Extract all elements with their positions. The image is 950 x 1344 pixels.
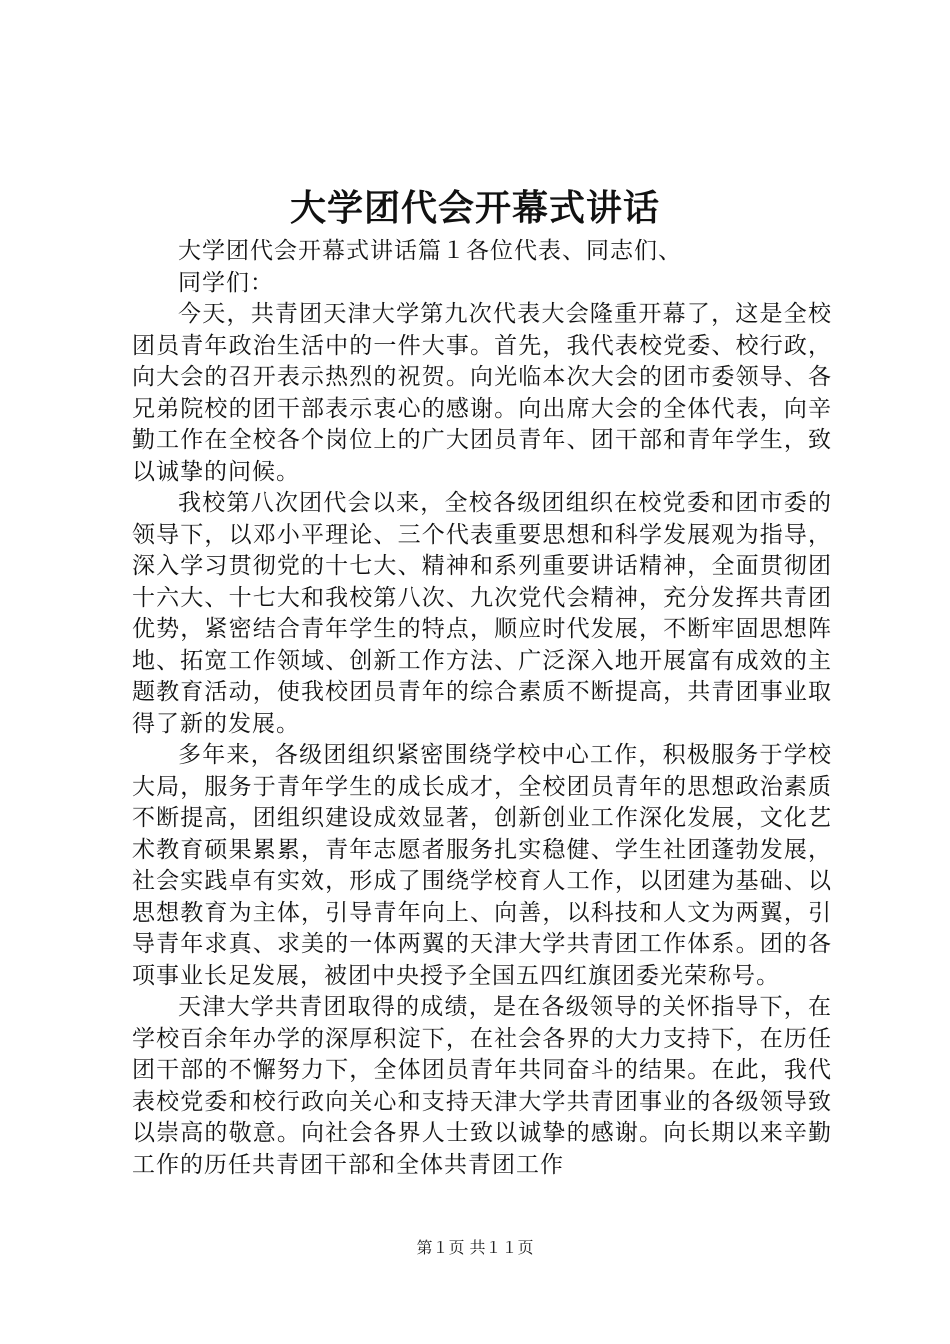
document-title: 大学团代会开幕式讲话 [289, 187, 660, 229]
document-body [132, 236, 832, 1181]
paragraph-intro-2: 同学们： [178, 269, 274, 296]
paragraph-achievements: 我校第八次团代会以来，全校各级团组织在校党委和团市委的领导下，以邓小平理论、三个代表重要思想和科学发展观为指导，深入学习贯彻党的十七大、精神和系列重要讲话精神，全面贯彻团十六大、十七大和我校第八次、九次党代会精神，充分发挥共青团优势，紧密结合青年学生的特点，顺应时代发展，不断牢固思想阵地、拓宽工作领域、创新工作方法、广泛深入地开展富有成效的主题教育活动，使我校团员青年的综合素质不断提高，共青团事业取得了新的发展。 [132, 490, 832, 737]
paragraph-intro-1: 大学团代会开幕式讲话篇１各位代表、同志们、 [178, 238, 682, 264]
page-number-footer: 第１页 共１１页 [416, 1238, 534, 1257]
paragraph-opening: 今天，共青团天津大学第九次代表大会隆重开幕了，这是全校团员青年政治生活中的一件大事。首先，我代表校党委、校行政，向大会的召开表示热烈的祝贺。向光临本次大会的团市委领导、各兄弟院校的团干部表示衷心的感谢。向出席大会的全体代表，向辛勤工作在全校各个岗位上的广大团员青年、团干部和青年学生，致以诚挚的问候。 [132, 301, 832, 485]
paragraph-work-system: 多年来，各级团组织紧密围绕学校中心工作，积极服务于学校大局，服务于青年学生的成长成才，全校团员青年的思想政治素质不断提高，团组织建设成效显著，创新创业工作深化发展，文化艺术教育硕果累累，青年志愿者服务扎实稳健、学生社团蓬勃发展，社会实践卓有实效，形成了围绕学校育人工作，以团建为基础、以思想教育为主体，引导青年向上、向善，以科技和人文为两翼，引导青年求真、求美的一体两翼的天津大学共青团工作体系。团的各项事业长足发展，被团中央授予全国五四红旗团委光荣称号。 [132, 742, 832, 989]
paragraph-thanks: 天津大学共青团取得的成绩，是在各级领导的关怀指导下，在学校百余年办学的深厚积淀下，在社会各界的大力支持下，在历任团干部的不懈努力下，全体团员青年共同奋斗的结果。在此，我代表校党委和校行政向关心和支持天津大学共青团事业的各级领导致以崇高的敬意。向社会各界人士致以诚挚的感谢。向长期以来辛勤工作的历任共青团干部和全体共青团工作 [132, 994, 832, 1178]
